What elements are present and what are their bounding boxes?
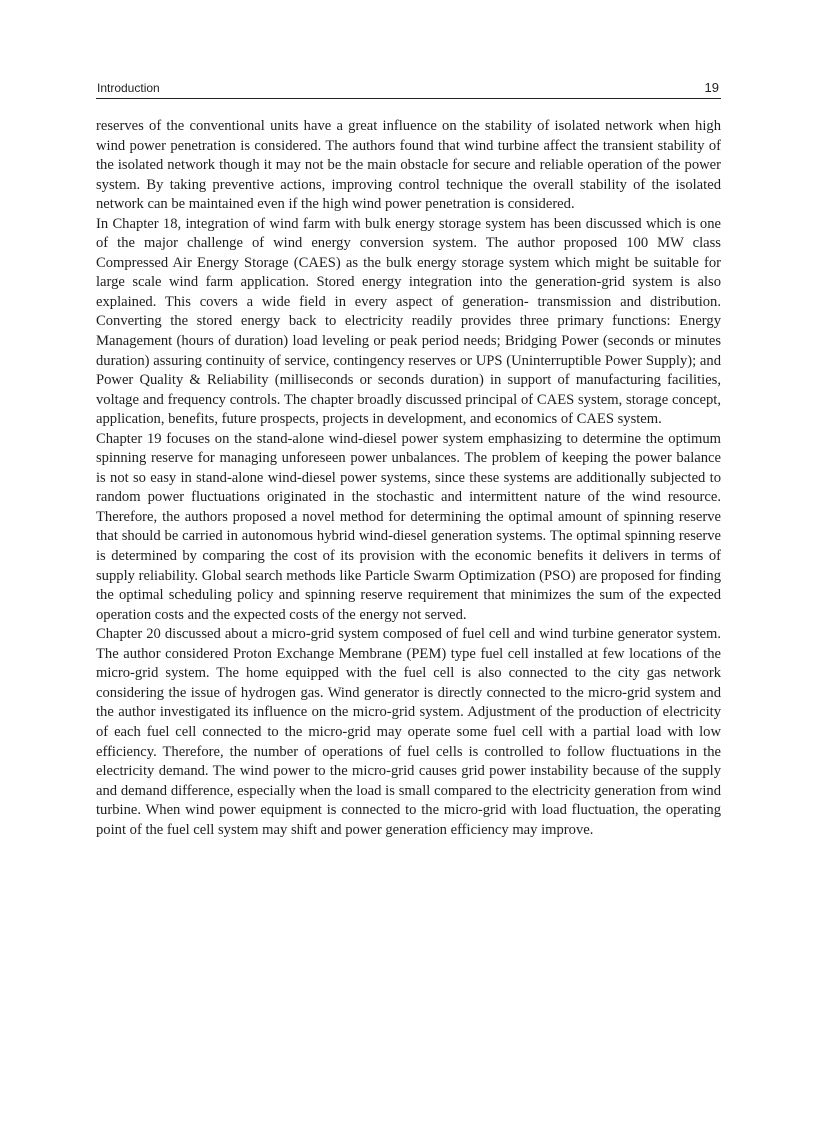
running-header — [96, 80, 721, 99]
paragraph-continuation: reserves of the conventional units have a great influence on the stability of isolated network when high wind power penetration is considered. The authors found that wind turbine affect the transient stability of the isolated network though it may not be the main obstacle for secure and reliable operation of the power system. By taking preventive actions, improving control technique the overall stability of the isolated network can be maintained even if the high wind power penetration is considered. — [96, 118, 721, 213]
paragraph-chapter-18: In Chapter 18, integration of wind farm with bulk energy storage system has been discussed which is one of the major challenge of wind energy conversion system. The author proposed 100 MW class Compressed Air Energy Storage (CAES) as the bulk energy storage system which might be suitable for large scale wind farm application. Stored energy integration into the generation-grid system is also explained. This covers a wide field in every aspect of generation- transmission and distribution. Converting the stored energy back to electricity readily provides three primary functions: Energy Management (hours of duration) load leveling or peak period needs; Bridging Power (seconds or minutes duration) assuring continuity of service, contingency reserves or UPS (Uninterruptible Power Supply); and Power Quality & Reliability (milliseconds or seconds duration) in support of manufacturing facilities, voltage and frequency controls. The chapter broadly discussed principal of CAES system, storage concept, application, benefits, future prospects, projects in development, and economics of CAES system. — [96, 215, 721, 428]
paragraph-chapter-19: Chapter 19 focuses on the stand-alone wind-diesel power system emphasizing to determine the optimum spinning reserve for managing unforeseen power unbalances. The problem of keeping the power balance is not so easy in stand-alone wind-diesel power systems, since these systems are additionally subjected to random power fluctuations originated in the stochastic and intermittent nature of the wind resource. Therefore, the authors proposed a novel method for determining the optimal amount of spinning reserve that should be carried in autonomous hybrid wind-diesel generation systems. The optimal spinning reserve is determined by comparing the cost of its provision with the economic benefits it delivers in terms of supply reliability. Global search methods like Particle Swarm Optimization (PSO) are proposed for finding the optimal scheduling policy and spinning reserve requirement that minimizes the sum of the expected operation costs and the expected costs of the energy not served. — [96, 430, 721, 623]
body-text — [96, 117, 721, 840]
page-number: 19 — [704, 80, 719, 95]
paragraph-chapter-20: Chapter 20 discussed about a micro-grid system composed of fuel cell and wind turbine generator system. The author considered Proton Exchange Membrane (PEM) type fuel cell installed at few locations of the micro-grid system. The home equipped with the fuel cell is also connected to the city gas network considering the issue of hydrogen gas. Wind generator is directly connected to the micro-grid system and the author investigated its influence on the micro-grid system. Adjustment of the production of electricity of each fuel cell connected to the micro-grid may operate some fuel cell with a partial load with low efficiency. Therefore, the number of operations of fuel cells is controlled to follow fluctuations in the electricity demand. The wind power to the micro-grid causes grid power instability because of the supply and demand difference, especially when the load is small compared to the electricity generation from wind turbine. When wind power equipment is connected to the micro-grid with load fluctuation, the operating point of the fuel cell system may shift and power generation efficiency may improve. — [96, 626, 721, 838]
section-title: Introduction — [97, 81, 160, 95]
